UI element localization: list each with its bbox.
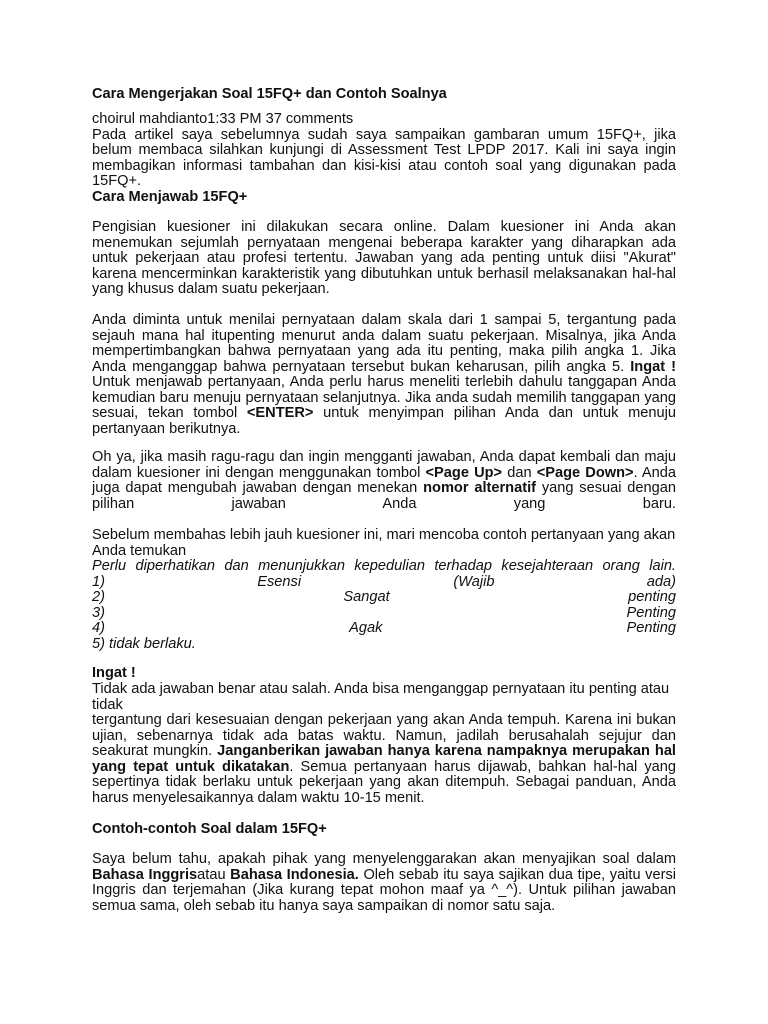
paragraph-skala-text-e: untuk menyimpan pilihan Anda dan untuk menuju pertanyaan berikutnya. — [92, 405, 676, 437]
option-word: ada) — [646, 573, 676, 590]
option-number: 4) — [92, 620, 105, 636]
example-option-5: 5) tidak berlaku. — [92, 635, 196, 652]
example-option-3 — [92, 606, 676, 622]
heading-contoh-soal: Contoh-contoh Soal dalam 15FQ+ — [92, 821, 327, 837]
page-up-label: <Page Up> — [425, 464, 503, 481]
paragraph-skala-text-c: Untuk menjawab pertanyaan, Anda perlu harus meneliti terlebih dahulu tanggapan Anda kemudian baru menuju pernyataan selanjutnya. Jika anda sudah memilih tanggapan yang sesuai, tekan tombol — [92, 374, 676, 421]
ingat-inline: Ingat ! — [630, 358, 677, 375]
paragraph-sebelum: Sebelum membahas lebih jauh kuesioner ini, mari mencoba contoh pertanyaan yang akan Anda temukan — [92, 527, 676, 559]
page-down-label: <Page Down> — [536, 464, 634, 481]
paragraph-skala-text-a: Anda diminta untuk menilai pernyataan dalam skala dari 1 sampai 5, tergantung pada sejauh mana hal itupenting menurut anda dalam suatu pekerjaan. Misalnya, jika Anda mempertimbangkan bahwa pernyataan yang ada itu penting, maka pilih angka 1. Jika Anda menganggap bahwa pernyataan tersebut bukan keharusan, pilih angka 5. — [92, 312, 676, 375]
paragraph-skala — [92, 313, 676, 437]
paragraph-pengisian: Pengisian kuesioner ini dilakukan secara online. Dalam kuesioner ini Anda akan menemukan sejumlah pernyataan mengenai beberapa karakter yang diharapkan ada untuk pekerjaan atau profesi tertentu. Jawaban yang ada penting untuk diisi "Akurat" karena mencerminkan karakteristik yang dibutuhkan untuk berhasil melaksanakan hal-hal yang khusus dalam suatu pekerjaan. — [92, 219, 676, 297]
nomor-alternatif-label: nomor alternatif — [423, 480, 536, 496]
paragraph-tidak-ada-line: Tidak ada jawaban benar atau salah. Anda bisa menganggap pernyataan itu penting atau tidak — [92, 681, 670, 713]
option-number: 1) — [92, 573, 105, 590]
paragraph-bahasa-text-a: Saya belum tahu, apakah pihak yang menyelenggarakan akan menyajikan soal dalam — [92, 851, 676, 867]
paragraph-bahasa-text-c: atau — [197, 866, 226, 883]
option-word: Esensi — [257, 573, 302, 590]
paragraph-tergantung — [92, 713, 676, 806]
paragraph-ragu-text-c: dan — [507, 464, 532, 481]
paragraph-ragu-text-a: Oh ya, jika masih ragu-ragu dan ingin mengganti jawaban, Anda dapat kembali dan maju dalam kuesioner ini dengan menggunakan tombol — [92, 449, 676, 481]
option-word: Penting — [626, 620, 676, 636]
warning-bold-text: Janganberikan jawaban hanya karena nampaknya merupakan hal yang tepat untuk dikatakan — [92, 743, 676, 775]
paragraph-bahasa — [92, 852, 676, 914]
option-number: 3) — [92, 604, 105, 621]
example-option-1 — [92, 575, 676, 591]
option-word: Agak — [349, 620, 383, 636]
example-option-4 — [92, 621, 676, 637]
byline: choirul mahdianto1:33 PM 37 comments — [92, 111, 354, 127]
option-word: (Wajib — [453, 573, 495, 590]
heading-cara-menjawab: Cara Menjawab 15FQ+ — [92, 189, 248, 205]
example-option-2 — [92, 590, 676, 606]
paragraph-tergantung-text-c: . Semua pertanyaan harus dijawab, bahkan hal-hal yang sepertinya tidak berlaku untuk pekerjaan yang akan ditempuh. Sebagai panduan, Anda harus menyelesaikannya dalam waktu 10-15 menit. — [92, 758, 676, 806]
intro-paragraph: Pada artikel saya sebelumnya sudah saya sampaikan gambaran umum 15FQ+, jika belum membaca silahkan kunjungi di Assessment Test LPDP 2017. Kali ini saya ingin membagikan informasi tambahan dan kisi-kisi atau contoh soal yang digunakan pada 15FQ+. — [92, 127, 676, 189]
page-title: Cara Mengerjakan Soal 15FQ+ dan Contoh Soalnya — [92, 86, 447, 102]
paragraph-ragu — [92, 450, 676, 512]
heading-ingat: Ingat ! — [92, 665, 136, 681]
enter-key-label: <ENTER> — [246, 405, 314, 421]
paragraph-tergantung-text-a: tergantung dari kesesuaian dengan pekerjaan yang akan Anda tempuh. Karena ini bukan ujian, sebenarnya tidak ada batas waktu. Namun, jadilah berusahalah sejujur dan seakurat mungkin. — [92, 712, 676, 759]
paragraph-ragu-text-e: . Anda juga dapat mengubah jawaban dengan menekan — [92, 464, 677, 496]
option-word: penting — [628, 589, 676, 605]
option-word: Sangat — [343, 589, 390, 605]
example-question — [92, 559, 676, 652]
example-statement: Perlu diperhatikan dan menunjukkan kepedulian terhadap kesejahteraan orang lain. — [92, 558, 676, 574]
paragraph-bahasa-text-e: Oleh sebab itu saya sajikan dua tipe, yaitu versi Inggris dan terjemahan (Jika kurang tepat mohon maaf ya ^_^). Untuk pilihan jawaban semua sama, oleh sebab itu hanya saya sampaikan di nomor satu saja. — [92, 866, 676, 914]
bahasa-indonesia-label: Bahasa Indonesia. — [230, 866, 359, 883]
option-number: 2) — [92, 589, 105, 605]
paragraph-ragu-text-g: yang sesuai dengan pilihan jawaban Anda yang baru. — [92, 480, 676, 512]
bahasa-inggris-label: Bahasa Inggris — [92, 866, 198, 883]
option-word: Penting — [626, 604, 676, 621]
